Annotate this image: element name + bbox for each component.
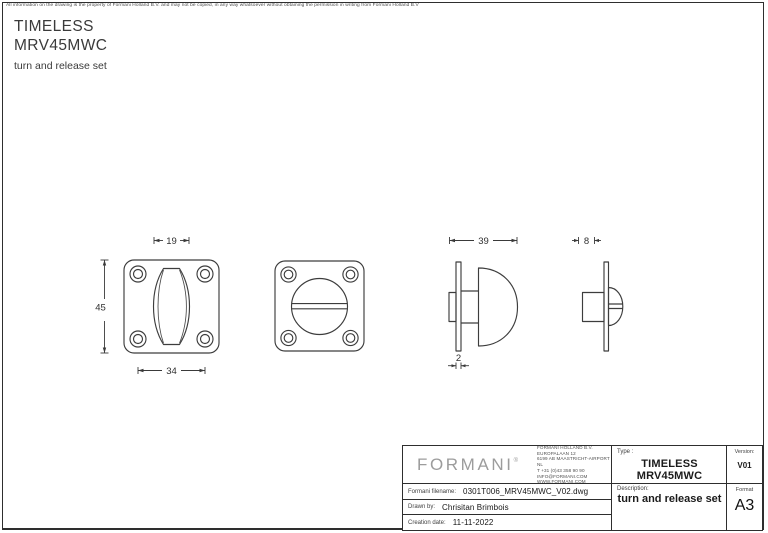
dimension-plate-thickness [448, 353, 469, 369]
rosette-plate [604, 262, 609, 351]
product-subtitle: turn and release set [14, 60, 107, 72]
emergency-release [292, 279, 348, 335]
format-label: Format [735, 487, 754, 493]
company-address: FORMANI HOLLAND B.V. EUROPALAAN 12 6199 AB MAASTRICHT-AIRPORT NL T +31 (0)43 358 90 90 INFO@FORMANI.COM WWW.FORMANI.COM [537, 446, 610, 484]
dimension-plate-height [95, 260, 108, 353]
logo-cell [403, 446, 612, 484]
svg-text:34: 34 [166, 366, 177, 377]
type-value: TIMELESS MRV45MWC [636, 458, 703, 482]
svg-text:39: 39 [478, 236, 489, 247]
version-value: V01 [737, 461, 752, 470]
formani-logo: FORMANI® [417, 454, 519, 474]
type-label: Type : [617, 449, 634, 455]
version-label: Version: [734, 449, 755, 455]
svg-text:2: 2 [455, 353, 462, 364]
side-view-release-side [572, 236, 623, 351]
screw-holes [130, 266, 213, 347]
dimension-hole-spacing [138, 366, 205, 377]
dimension-total-depth [450, 236, 518, 247]
sheet-header [14, 17, 107, 72]
svg-text:8: 8 [583, 236, 590, 247]
version-cell [727, 446, 762, 484]
dimension-release-depth [572, 236, 601, 247]
registered-mark: ® [513, 457, 519, 464]
drawn-by-row [403, 500, 612, 515]
dimension-knob-width [154, 236, 189, 247]
rosette-plate [456, 262, 461, 351]
type-cell [612, 446, 727, 484]
svg-text:45: 45 [95, 302, 106, 314]
copyright-disclaimer: All information on the drawing is the property of Formani Holland B.V. and may not be copied, in any way whatsoever without obtaining the permission in writing from Formani Holland B.V [6, 3, 419, 8]
knob-neck [461, 291, 479, 323]
format-cell [727, 484, 762, 530]
product-series-title: TIMELESS [14, 18, 94, 35]
creation-date-label: Creation date: [408, 519, 446, 526]
description-cell [612, 484, 727, 530]
creation-date-value: 11-11-2022 [452, 518, 494, 527]
rosette-outline [124, 260, 219, 353]
side-view-turn-side [448, 236, 518, 369]
mechanism-hub [583, 293, 605, 322]
filename-value: 0301T006_MRV45MWC_V02.dwg [463, 487, 589, 496]
knob-dome [479, 268, 518, 346]
technical-drawing [80, 220, 640, 390]
svg-text:19: 19 [166, 236, 177, 247]
drawn-by-label: Drawn by: [408, 504, 436, 510]
product-code-title: MRV45MWC [14, 37, 108, 54]
release-button [609, 288, 623, 326]
title-block [402, 445, 763, 531]
description-label: Description: [617, 486, 649, 492]
front-view-turn-side [95, 236, 219, 377]
creation-date-row [403, 515, 612, 530]
description-value: turn and release set [617, 493, 722, 505]
filename-label: Formani filename: [408, 488, 457, 495]
front-view-release-side [275, 261, 364, 351]
spindle-hub [449, 293, 456, 322]
filename-row [403, 484, 612, 500]
drawn-by-value: Chrisitan Brimbois [442, 502, 509, 512]
format-value: A3 [734, 497, 755, 514]
rosette-outline [275, 261, 364, 351]
turn-knob [154, 269, 190, 345]
